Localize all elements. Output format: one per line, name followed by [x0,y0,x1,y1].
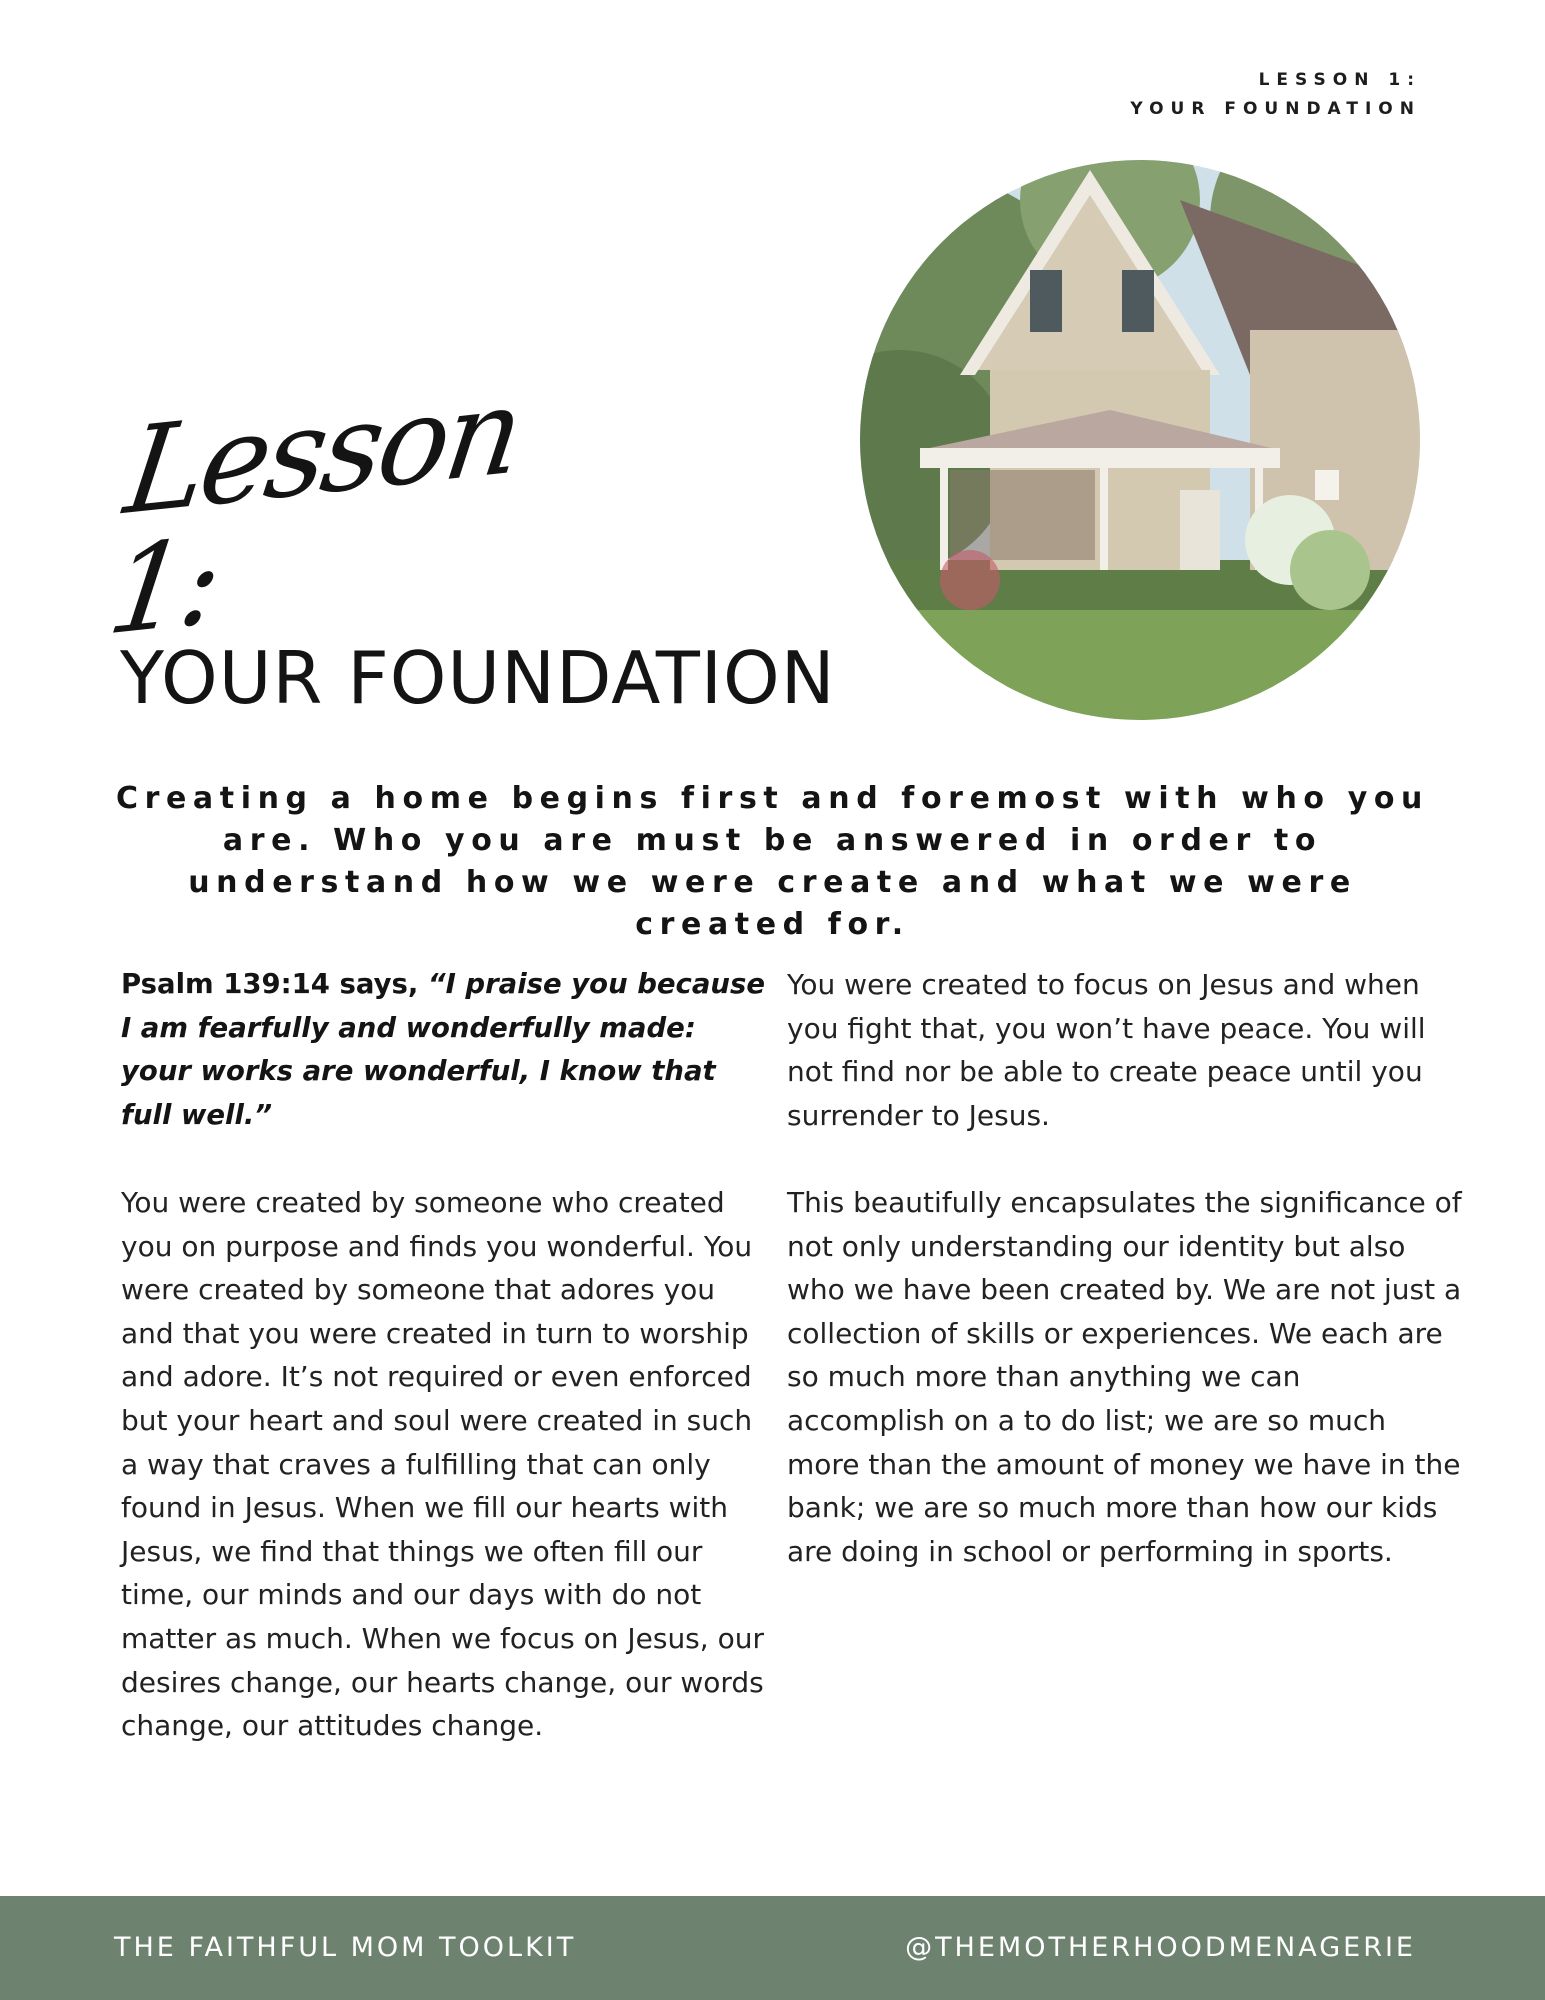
script-title-text: Lesson 1: [100,359,528,663]
lesson-header-label [1130,66,1421,124]
header-line-2: YOUR FOUNDATION [1130,99,1421,119]
verse-reference: Psalm 139:14 says, [121,968,428,1000]
right-column [787,963,1467,1617]
psalm-verse [121,963,771,1137]
right-paragraph-1: You were created to focus on Jesus and when you fight that, you won’t have peace. You will not find nor be able to create peace until you surrender to Jesus. [787,968,1426,1132]
left-column [121,963,771,1791]
page-title: YOUR FOUNDATION [120,636,836,720]
right-paragraph-2: This beautifully encapsulates the significance of not only understanding our identity but also who we have been created by. We are not just a collection of skills or experiences. We each are so much more than anything we can accomplish on a to do list; we are so much more than the amount of money we have in the bank; we are so much more than how our kids are doing in school or performing in sports. [787,1185,1462,1568]
lesson-script-title [100,359,548,663]
footer-toolkit-name: THE FAITHFUL MOM TOOLKIT [114,1932,577,1963]
footer-bar [0,1896,1545,2000]
house-photo [860,160,1420,720]
intro-statement: Creating a home begins first and foremost with who you are. Who you are must be answered in order to understand how we were create and what we were created for. [115,781,1430,942]
footer-social-handle: @THEMOTHERHOODMENAGERIE [905,1932,1416,1963]
verse-quote: “I praise you because I am fearfully and wonderfully made: your works are wonderful, I know that full well.” [121,968,766,1131]
header-line-1: LESSON 1: [1258,70,1421,90]
left-paragraph: You were created by someone who created you on purpose and finds you wonderful. You were created by someone that adores you and that you were created in turn to worship and adore. It’s not required or even enforced but your heart and soul were created in such a way that craves a fulfilling that can only found in Jesus. When we fill our hearts with Jesus, we find that things we often fill our time, our minds and our days with do not matter as much. When we focus on Jesus, our desires change, our hearts change, our words change, our attitudes change. [121,1185,764,1743]
